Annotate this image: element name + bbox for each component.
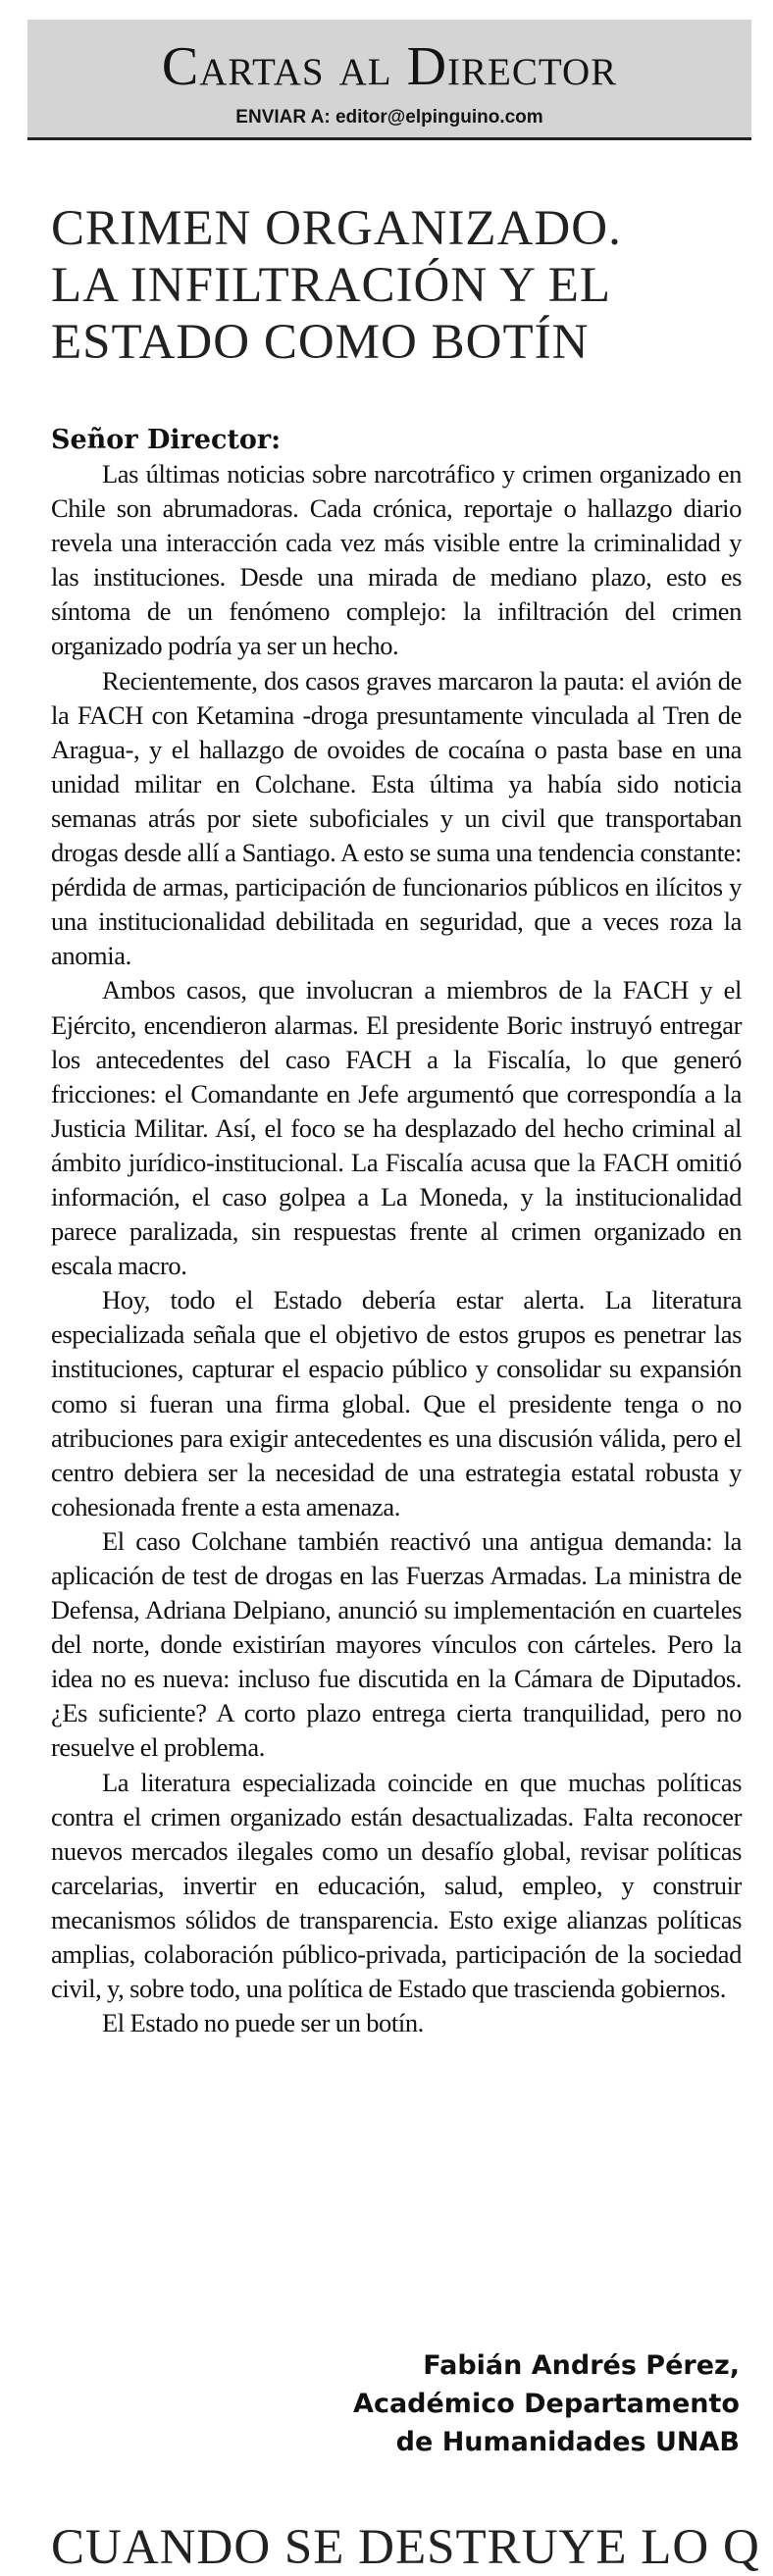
paragraph-7: El Estado no puede ser un botín.: [102, 2008, 424, 2038]
signature-institution: de Humanidades UNAB: [395, 2427, 740, 2457]
signature: [353, 2346, 740, 2461]
article-headline: [51, 200, 738, 371]
paragraph-1: Las últimas noticias sobre narcotráfico y crimen organizado en Chile son abrumadoras. Cada crónica, reportaje o hallazgo diario revela una interacción cada vez más visible entre la criminalidad y las instituciones. Desde una mirada de mediano plazo, esto es síntoma de un fenómeno complejo: la infiltración del crimen organizado podría ya ser un hecho.: [51, 459, 742, 661]
signature-role: Académico Departamento: [353, 2389, 740, 2419]
headline-line-1: CRIMEN ORGANIZADO.: [51, 201, 622, 256]
letter-body: [51, 424, 742, 2040]
send-to-email: ENVIAR A: editor@elpinguino.com: [235, 107, 543, 128]
next-article-headline: CUANDO SE DESTRUYE LO Q: [51, 2520, 760, 2575]
section-title: Cartas al Director: [161, 36, 618, 97]
paragraph-3: Ambos casos, que involucran a miembros de la FACH y el Ejército, encendieron alarmas. El presidente Boric instruyó entregar los antecedentes del caso FACH a la Fiscalía, lo que generó fricciones: el Comandante en Jefe argumentó que correspondía a la Justicia Militar. Así, el foco se ha desplazado del hecho criminal al ámbito jurídico-institucional. La Fiscalía acusa que la FACH omitió información, el caso golpea a La Moneda, y la institucionalidad parece paralizada, sin respuestas frente al crimen organizado en escala macro.: [51, 975, 742, 1281]
paragraph-2: Recientemente, dos casos graves marcaron la pauta: el avión de la FACH con Ketamina -droga presuntamente vinculada al Tren de Aragua-, y el hallazgo de ovoides de cocaína o pasta base en una unidad militar en Colchane. Esta última ya había sido noticia semanas atrás por siete suboficiales y un civil que transportaban drogas desde allí a Santiago. A esto se suma una tendencia constante: pérdida de armas, participación de funcionarios públicos en ilícitos y una institucionalidad debilitada en seguridad, que a veces roza la anomia.: [51, 665, 742, 971]
headline-line-3: ESTADO COMO BOTÍN: [51, 315, 590, 370]
signature-name: Fabián Andrés Pérez,: [423, 2350, 740, 2381]
salutation: Señor Director:: [51, 425, 282, 455]
paragraph-5: El caso Colchane también reactivó una antigua demanda: la aplicación de test de drogas en las Fuerzas Armadas. La ministra de Defensa, Adriana Delpiano, anunció su implementación en cuarteles del norte, donde existirían mayores vínculos con cárteles. Pero la idea no es nueva: incluso fue discutida en la Cámara de Diputados. ¿Es suficiente? A corto plazo entrega cierta tranquilidad, pero no resuelve el problema.: [51, 1525, 742, 1763]
masthead: [27, 20, 751, 140]
headline-line-2: LA INFILTRACIÓN Y EL: [51, 258, 612, 313]
paragraph-4: Hoy, todo el Estado debería estar alerta. La literatura especializada señala que el objetivo de estos grupos es penetrar las instituciones, capturar el espacio público y consolidar su expansión como si fueran una firma global. Que el presidente tenga o no atribuciones para exigir antecedentes es una discusión válida, pero el centro debiera ser la necesidad de una estrategia estatal robusta y cohesionada frente a esta amenaza.: [51, 1285, 742, 1521]
paragraph-6: La literatura especializada coincide en que muchas políticas contra el crimen organizado están desactualizadas. Falta reconocer nuevos mercados ilegales como un desafío global, revisar políticas carcelarias, invertir en educación, salud, empleo, y construir mecanismos sólidos de transparencia. Esto exige alianzas políticas amplias, colaboración público-privada, participación de la sociedad civil, y, sobre todo, una política de Estado que trascienda gobiernos.: [51, 1767, 742, 2004]
